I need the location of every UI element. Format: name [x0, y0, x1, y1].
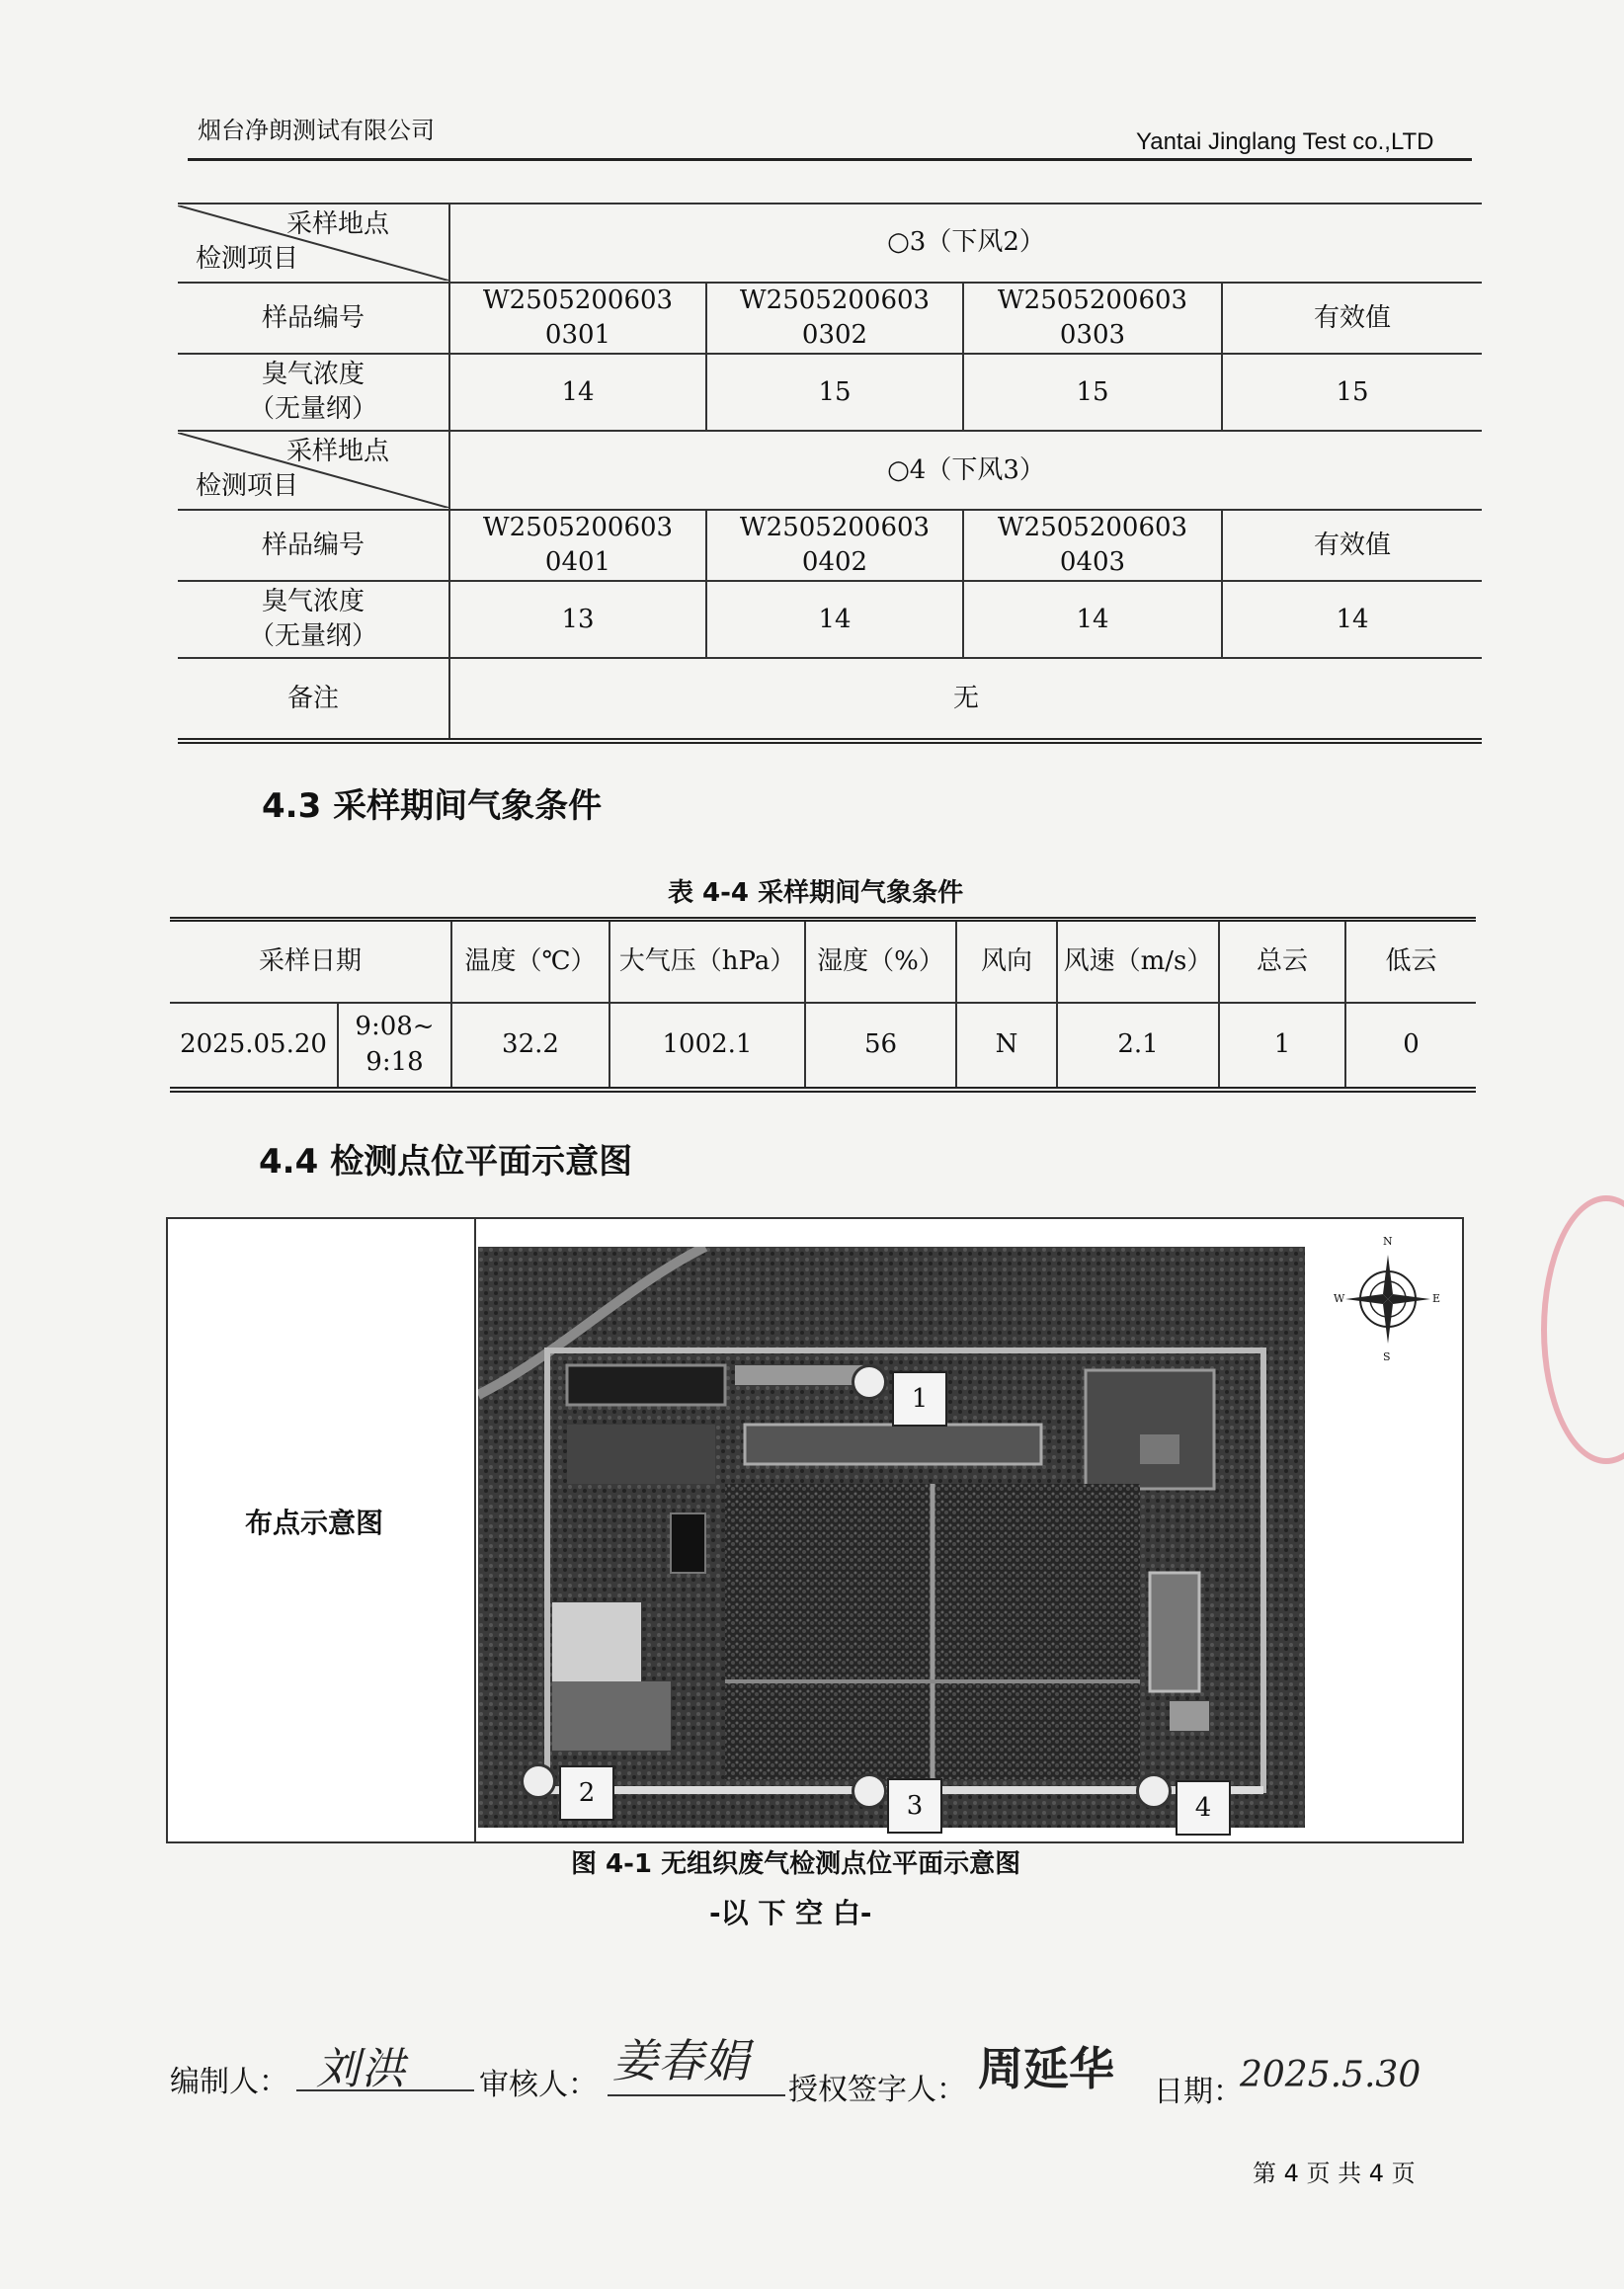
page-number: 第 4 页 共 4 页	[1253, 2160, 1416, 2187]
low-cloud: 0	[1345, 1003, 1476, 1090]
reviewer-line	[608, 2094, 785, 2096]
effective-label: 有效值	[1222, 283, 1482, 354]
sample-no-label: 样品编号	[178, 510, 449, 581]
reviewer-label: 审核人：	[479, 2068, 598, 2102]
odor-value: 15	[963, 354, 1222, 431]
compiler-label: 编制人：	[170, 2065, 288, 2099]
weather-table	[170, 917, 1476, 1093]
compass-s-label: S	[1383, 1350, 1391, 1363]
sample-point-4-marker: 4	[1176, 1780, 1231, 1836]
compass-n-label: N	[1383, 1235, 1393, 1248]
section-title-map: 4.4 检测点位平面示意图	[259, 1142, 633, 1182]
location-header: ○3（下风2）	[449, 204, 1482, 283]
diagonal-header-cell	[178, 431, 449, 510]
odor-label: 臭气浓度 （无量纲）	[178, 581, 449, 658]
effective-label: 有效值	[1222, 510, 1482, 581]
humidity: 56	[805, 1003, 956, 1090]
col-header: 温度（℃）	[451, 920, 609, 1003]
odor-value: 15	[706, 354, 963, 431]
odor-value: 14	[449, 354, 706, 431]
sample-point-4-dot	[1136, 1773, 1172, 1809]
header-rule	[188, 158, 1472, 161]
compass-rose-icon	[1334, 1235, 1442, 1363]
temperature: 32.2	[451, 1003, 609, 1090]
compiler-signature: 刘洪	[316, 2044, 407, 2094]
company-name-cn: 烟台净朗测试有限公司	[198, 117, 435, 144]
col-header: 风速（m/s）	[1057, 920, 1219, 1003]
col-header: 低云	[1345, 920, 1476, 1003]
col-header: 大气压（hPa）	[609, 920, 805, 1003]
col-header: 湿度（%）	[805, 920, 956, 1003]
col-header: 总云	[1219, 920, 1345, 1003]
sample-no: W2505200603 0401	[449, 510, 706, 581]
compass-e-label: E	[1432, 1292, 1441, 1305]
sample-point-2-dot	[521, 1763, 556, 1799]
authorizer-label: 授权签字人：	[788, 2073, 966, 2107]
diag-item-label: 检测项目	[196, 471, 299, 502]
diag-item-label: 检测项目	[196, 243, 299, 274]
odor-value: 14	[706, 581, 963, 658]
reviewer-signature: 姜春娟	[612, 2034, 749, 2087]
diagonal-header-cell	[178, 204, 449, 283]
wind-direction: N	[956, 1003, 1057, 1090]
weather-table-caption: 表 4-4 采样期间气象条件	[668, 878, 964, 908]
effective-value: 14	[1222, 581, 1482, 658]
sample-point-3-dot	[852, 1773, 887, 1809]
col-header: 采样日期	[170, 920, 451, 1003]
col-header: 风向	[956, 920, 1057, 1003]
compass-w-label: W	[1334, 1292, 1345, 1305]
odor-results-table	[178, 203, 1482, 744]
sample-no: W2505200603 0402	[706, 510, 963, 581]
remark-label: 备注	[178, 658, 449, 741]
satellite-photo	[478, 1247, 1305, 1828]
section-title-weather: 4.3 采样期间气象条件	[262, 786, 603, 826]
odor-value: 13	[449, 581, 706, 658]
remark-value: 无	[449, 658, 1482, 741]
pressure: 1002.1	[609, 1003, 805, 1090]
diag-location-label: 采样地点	[285, 437, 389, 467]
sample-no: W2505200603 0301	[449, 283, 706, 354]
authorizer-signature: 周延华	[978, 2042, 1114, 2095]
seal-stamp	[1541, 1195, 1624, 1464]
date-label: 日期：	[1154, 2075, 1243, 2109]
sample-date: 2025.05.20	[170, 1003, 338, 1090]
sample-no: W2505200603 0302	[706, 283, 963, 354]
sample-no: W2505200603 0403	[963, 510, 1222, 581]
sample-point-1-marker: 1	[892, 1371, 947, 1427]
sample-no: W2505200603 0303	[963, 283, 1222, 354]
wind-speed: 2.1	[1057, 1003, 1219, 1090]
location-header: ○4（下风3）	[449, 431, 1482, 510]
effective-value: 15	[1222, 354, 1482, 431]
blank-note: -以 下 空 白-	[709, 1897, 872, 1929]
date-signature: 2025.5.30	[1240, 2055, 1421, 2095]
diag-location-label: 采样地点	[285, 209, 389, 239]
figure-caption: 图 4-1 无组织废气检测点位平面示意图	[571, 1849, 1021, 1879]
map-divider	[474, 1217, 476, 1841]
sample-point-2-marker: 2	[559, 1765, 614, 1821]
sample-time: 9:08~ 9:18	[338, 1003, 451, 1090]
sample-no-label: 样品编号	[178, 283, 449, 354]
total-cloud: 1	[1219, 1003, 1345, 1090]
sample-point-3-marker: 3	[887, 1778, 942, 1834]
odor-label: 臭气浓度 （无量纲）	[178, 354, 449, 431]
map-label: 布点示意图	[245, 1507, 384, 1539]
sample-point-1-dot	[852, 1364, 887, 1400]
company-name-en: Yantai Jinglang Test co.,LTD	[1136, 128, 1434, 155]
odor-value: 14	[963, 581, 1222, 658]
